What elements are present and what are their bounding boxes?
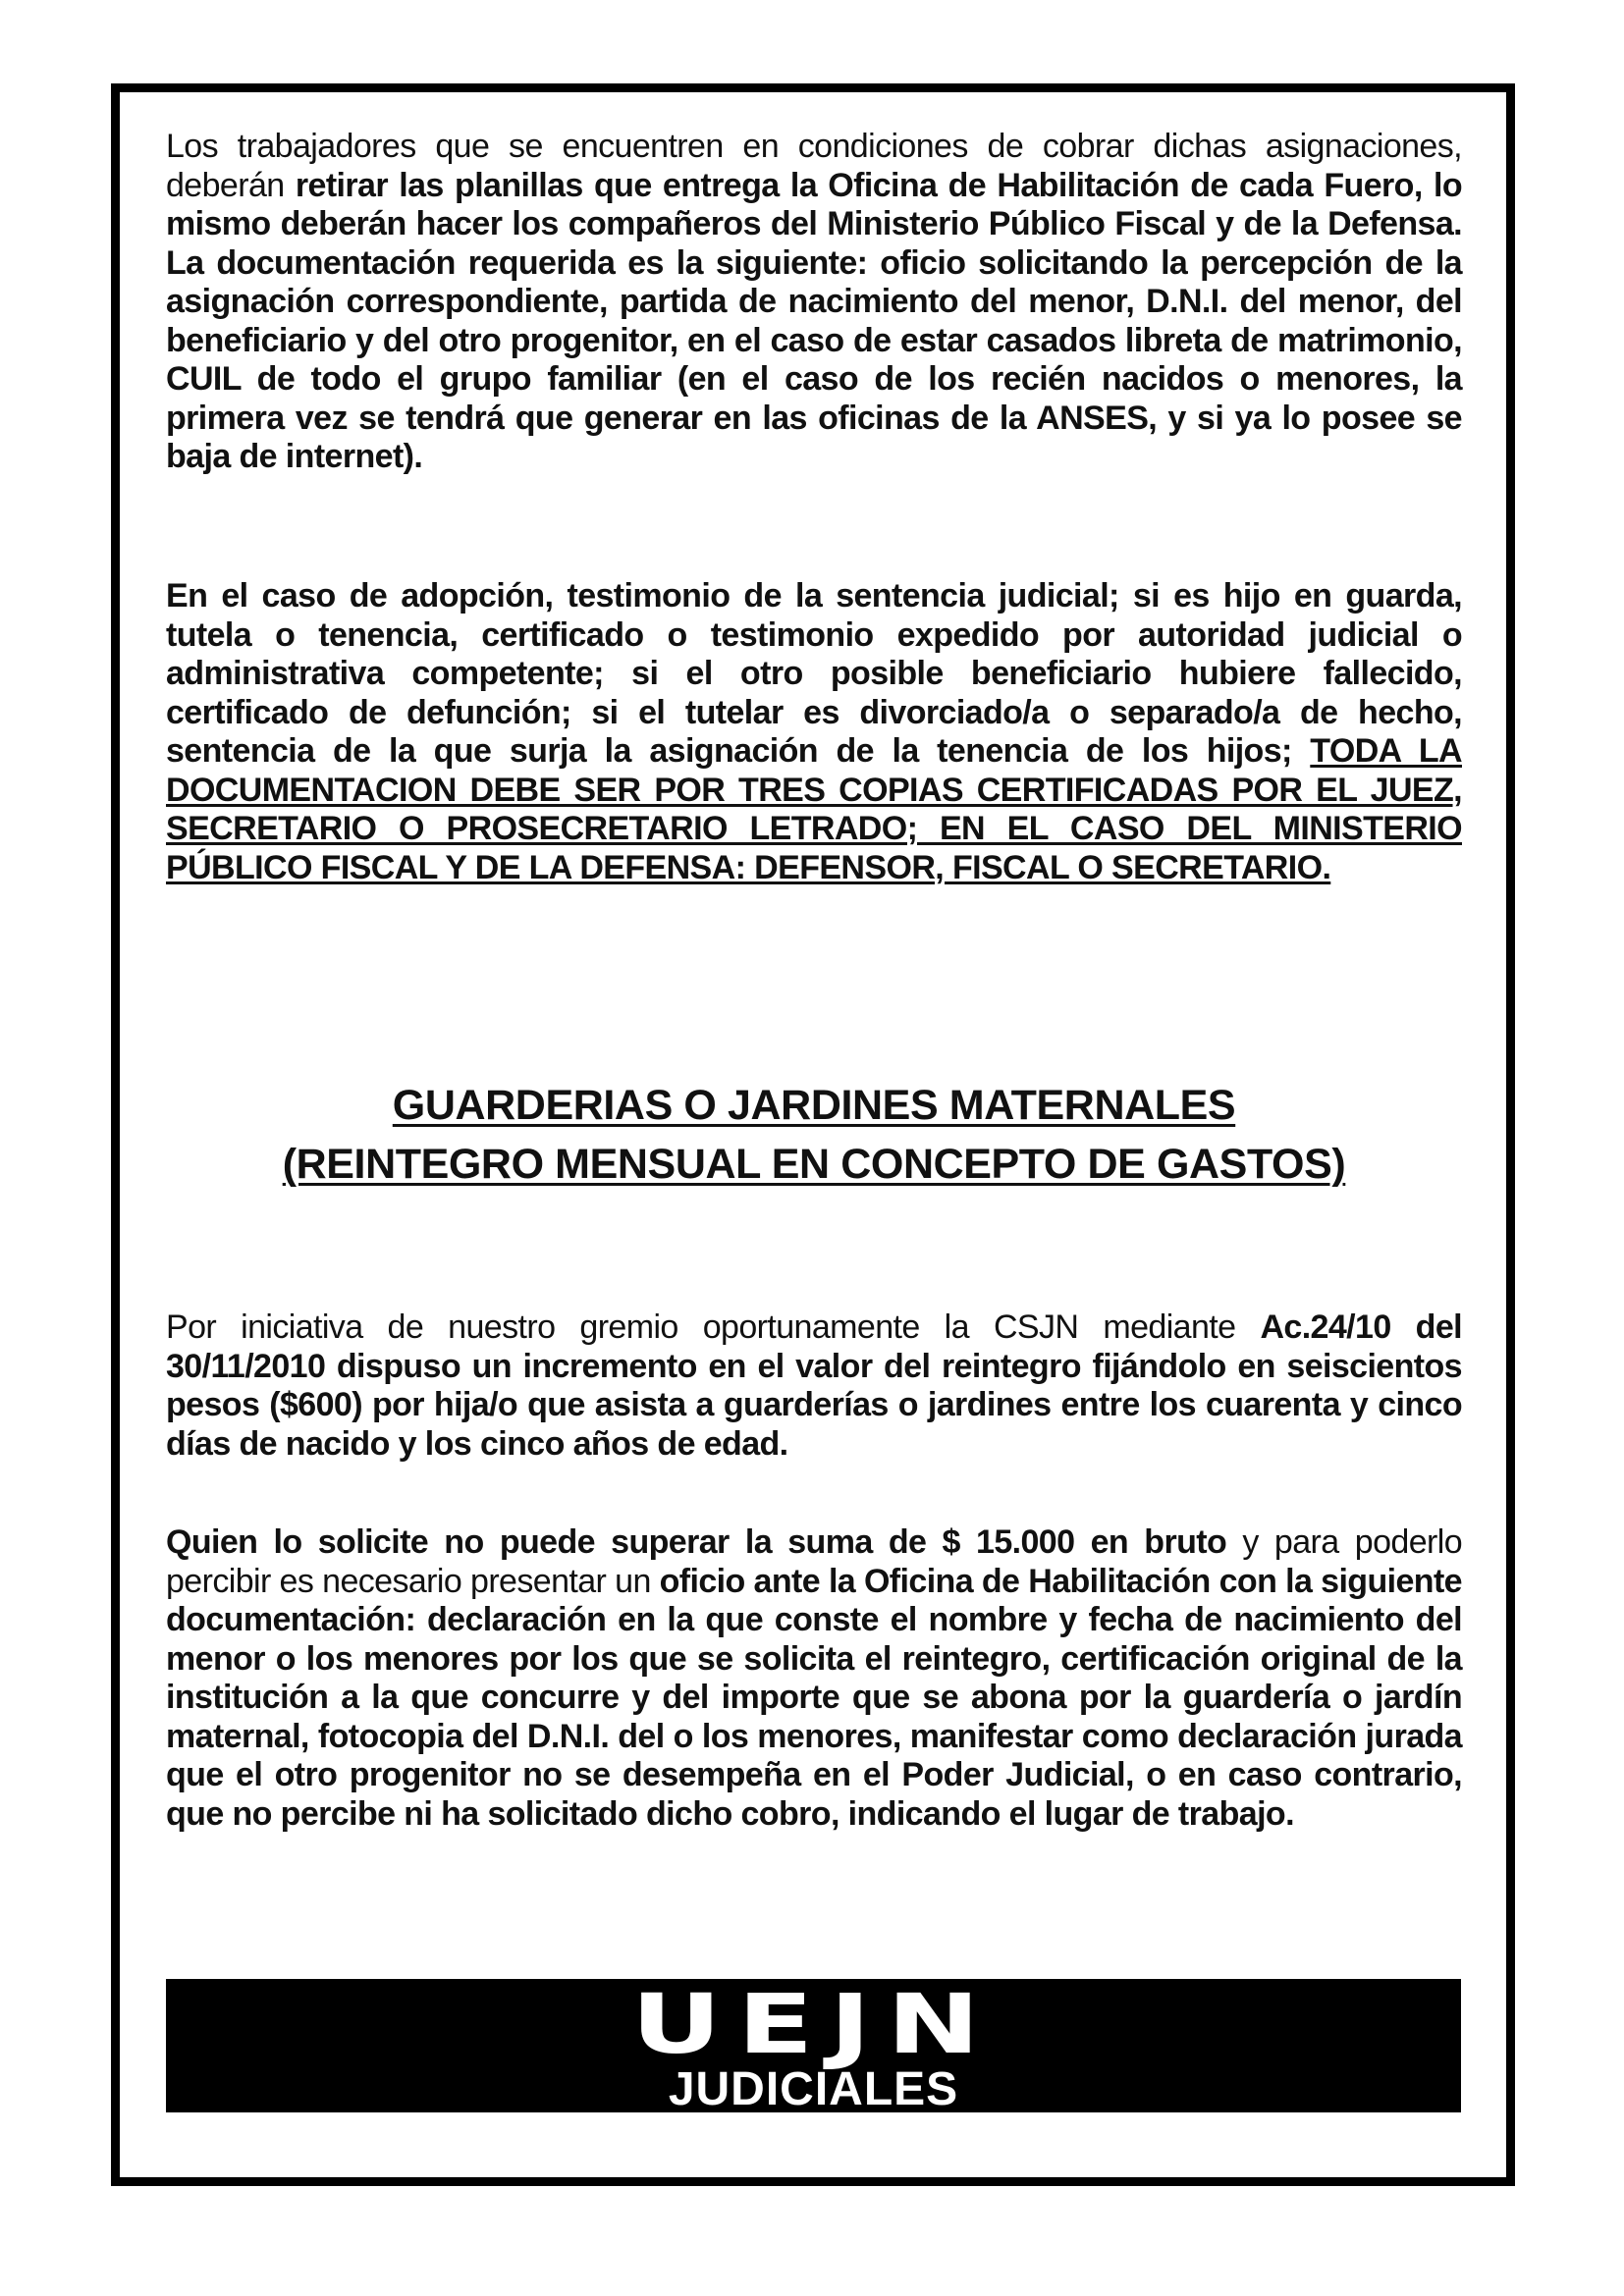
banner-subtitle: JUDICIALES [668, 2063, 959, 2115]
paragraph-initiative [166, 1308, 1462, 1464]
paragraph-1-intro: Los trabajadores que se encuentren en condiciones de cobrar dichas asignaciones, deberán [166, 128, 1462, 204]
paragraph-4-plain: y para poderlo percibir es necesario presentar un [166, 1523, 1462, 1600]
paragraph-3-intro: Por iniciativa de nuestro gremio oportunamente la CSJN mediante [166, 1308, 1261, 1346]
paragraph-1-bold: retirar las planillas que entrega la Oficina de Habilitación de cada Fuero, lo mismo deberán hacer los compañeros del Ministerio Público Fiscal y de la Defensa. La documentación requerida es la siguiente: oficio solicitando la percepción de la asignación correspondiente, partida de nacimiento del menor, D.N.I. del menor, del beneficiario y del otro progenitor, en el caso de estar casados libreta de matrimonio, CUIL de todo el grupo familiar (en el caso de los recién nacidos o menores, la primera vez se tendrá que generar en las oficinas de la ANSES, y si ya lo posee se baja de internet). [166, 166, 1462, 475]
paragraph-4-bold-documents: oficio ante la Oficina de Habilitación con la siguiente documentación: declaración en la que conste el nombre y fecha de nacimiento del menor o los menores por los que se solicita el reintegro, certificación original de la institución a la que concurre y del importe que se abona por la guardería o jardín maternal, fotocopia del D.N.I. del o los menores, manifestar como declaración jurada que el otro progenitor no se desempeña en el Poder Judicial, o en caso contrario, que no percibe ni ha solicitado dicho cobro, indicando el lugar de trabajo. [166, 1562, 1462, 1833]
paragraph-4-bold-limit: Quien lo solicite no puede superar la suma de $ 15.000 en bruto [166, 1523, 1227, 1561]
paragraph-2-underlined-notice: TODA LA DOCUMENTACION DEBE SER POR TRES COPIAS CERTIFICADAS POR EL JUEZ, SECRETARIO O PROSECRETARIO LETRADO; EN EL CASO DEL MINISTERIO PÚBLICO FISCAL Y DE LA DEFENSA: DEFENSOR, FISCAL O SECRETARIO. [166, 732, 1462, 886]
paragraph-2-bold: En el caso de adopción, testimonio de la sentencia judicial; si es hijo en guarda, tutela o tenencia, certificado o testimonio expedido por autoridad judicial o administrativa competente; si el otro posible beneficiario hubiere fallecido, certificado de defunción; si el tutelar es divorciado/a o separado/a de hecho, sentencia de la que surja la asignación de la tenencia de los hijos; [166, 577, 1462, 770]
section-heading [166, 1076, 1462, 1194]
paragraph-requirements [166, 128, 1462, 477]
paragraph-3-bold: Ac.24/10 del 30/11/2010 dispuso un incremento en el valor del reintegro fijándolo en seiscientos pesos ($600) por hija/o que asista a guarderías o jardines entre los cuarenta y cinco días de nacido y los cinco años de edad. [166, 1308, 1462, 1463]
footer-banner [166, 1976, 1461, 2115]
banner-title: UEJN [630, 1976, 997, 2072]
paragraph-adoption [166, 577, 1462, 887]
paragraph-eligibility [166, 1523, 1462, 1834]
heading-line-1: GUARDERIAS O JARDINES MATERNALES [392, 1082, 1236, 1129]
heading-line-2: (REINTEGRO MENSUAL EN CONCEPTO DE GASTOS) [282, 1141, 1346, 1188]
